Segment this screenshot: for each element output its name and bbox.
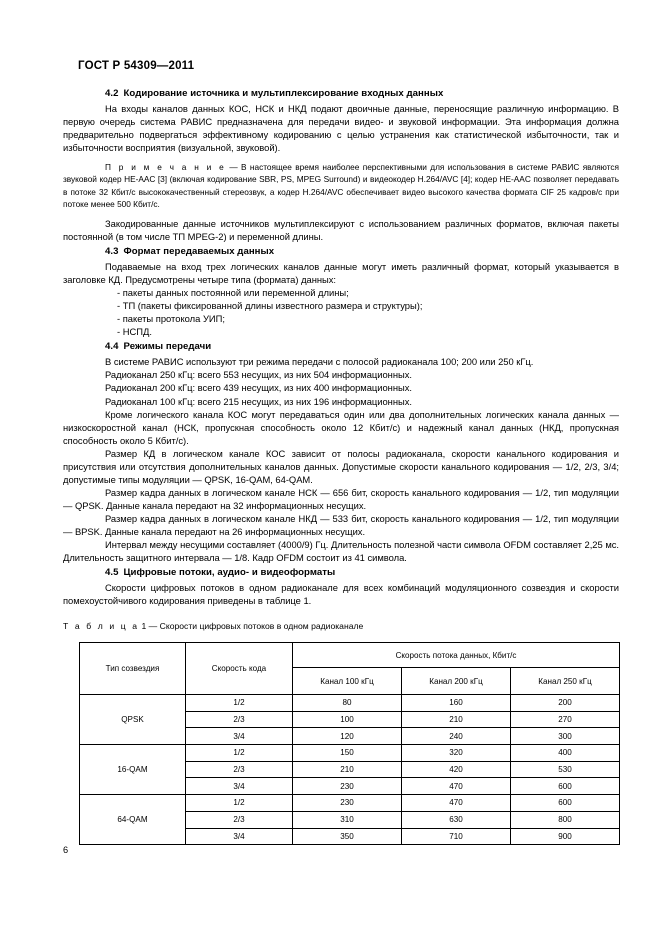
section-number-4-2: 4.2 [105,88,119,99]
cell-ch100: 230 [293,778,402,795]
cell-ch100: 210 [293,761,402,778]
paragraph-4-2-after-note: Закодированные данные источников мультиплексируют с использованием различных форматов, включая пакеты постоянной (в том числе ТП MPEG-2) и переменной длины. [63,218,619,243]
cell-code-rate: 2/3 [186,711,293,728]
cell-code-rate: 2/3 [186,811,293,828]
section-title-4-5: Цифровые потоки, аудио- и видеоформаты [123,567,336,579]
cell-ch200: 320 [402,745,511,762]
cell-code-rate: 3/4 [186,828,293,845]
cell-code-rate: 1/2 [186,695,293,712]
table-row [80,795,620,812]
cell-ch250: 530 [511,761,620,778]
cell-ch100: 230 [293,795,402,812]
cell-ch200: 160 [402,695,511,712]
th-channel-100: Канал 100 кГц [293,668,402,695]
section-heading-4-4 [63,341,619,352]
table-row [80,745,620,762]
section-heading-4-5 [63,567,619,578]
list-item: - ТП (пакеты фиксированной длины известного размера и структуры); [117,300,423,312]
page-number: 6 [63,845,69,855]
cell-code-rate: 3/4 [186,728,293,745]
paragraph-4-4-2: Размер КД в логическом канале КОС зависит от полосы радиоканала, скорости канального кодирования и присутствия или отсутствия дополнительных каналов данных. Допустимые скорости канального кодирования — 1/2, 2/3, 3/4; допустимые типы модуляции — QPSK, 16-QAM, 64-QAM. [63,447,619,485]
section-heading-4-2 [63,88,619,99]
cell-code-rate: 1/2 [186,795,293,812]
paragraph-4-4-intro: В системе РАВИС используют три режима передачи с полосой радиоканала 100; 200 или 250 кГц. [105,356,534,368]
cell-ch250: 270 [511,711,620,728]
section-title-4-2: Кодирование источника и мультиплексирование входных данных [123,88,444,99]
th-channel-250: Канал 250 кГц [511,668,620,695]
table-header [80,643,620,695]
cell-ch100: 350 [293,828,402,845]
cell-ch200: 210 [402,711,511,728]
note-text: — В настоящее время наиболее перспективными для использования в системе РАВИС являются звуковой кодер HE-AAC [3] (включая кодирование SBR, PS, MPEG Surround) и видеокодер H.264/AVC [4]; кодер HE-AAC позволяет передавать в потоке 32 Кбит/с высококачественный стереозвук, а кодер H.264/AVC обеспечивает видео высокого качества формата CIF 25 кадров/с при потоке менее 500 Кбит/с. [63,162,619,209]
cell-ch100: 100 [293,711,402,728]
table-caption-word: Т а б л и ц а [63,621,140,631]
section-title-4-4: Режимы передачи [123,341,212,353]
cell-ch100: 310 [293,811,402,828]
data-format-list [63,286,619,338]
table-caption-text: — Скорости цифровых потоков в одном радиоканале [148,621,364,631]
radiochannel-200-line: Радиоканал 200 кГц: всего 439 несущих, из них 400 информационных. [105,382,412,394]
radiochannel-250-line: Радиоканал 250 кГц: всего 553 несущих, из них 504 информационных. [105,369,412,381]
radiochannel-100-line: Радиоканал 100 кГц: всего 215 несущих, из них 196 информационных. [105,395,412,407]
table-caption-number: 1 [141,621,147,631]
cell-ch250: 400 [511,745,620,762]
cell-ch250: 300 [511,728,620,745]
cell-ch250: 200 [511,695,620,712]
cell-ch200: 630 [402,811,511,828]
paragraph-4-4-4: Размер кадра данных в логическом канале НКД — 533 бит, скорость канального кодирования — 1/2, тип модуляции — BPSK. Данные канала передают на 26 информационных несущих. [63,512,619,537]
list-item: - пакеты протокола УИП; [117,313,226,325]
paragraph-4-4-3: Размер кадра данных в логическом канале НСК — 656 бит, скорость канального кодирования — 1/2, тип модуляции — QPSK. Данные канала передают на 32 информационных несущих. [63,486,619,511]
paragraph-4-2-1: На входы каналов данных КОС, НСК и НКД подают двоичные данные, переносящие различную информацию. В первую очередь система РАВИС предназначена для передачи видео- и звуковой информации. Эта информация должна предварительно подвергаться эффективному кодированию с целью устранения как статистической избыточности, так и избыточности восприятия (визуальной, звуковой). [63,103,619,154]
table-header-row-1 [80,643,620,668]
cell-ch200: 470 [402,795,511,812]
digital-stream-rates-table [79,642,620,845]
th-data-rate-group: Скорость потока данных, Кбит/с [293,643,620,668]
cell-constellation-qpsk: QPSK [80,695,186,745]
paragraph-4-5-1: Скорости цифровых потоков в одном радиоканале для всех комбинаций модуляционного созвездия и скорости помехоустойчивого кодирования приведены в таблице 1. [63,582,619,607]
cell-ch250: 600 [511,795,620,812]
th-channel-200: Канал 200 кГц [402,668,511,695]
cell-code-rate: 2/3 [186,761,293,778]
section-number-4-3: 4.3 [105,246,119,258]
section-heading-4-3 [63,246,619,257]
th-code-rate: Скорость кода [186,643,293,695]
table-row [80,695,620,712]
cell-ch200: 710 [402,828,511,845]
paragraph-4-4-1: Кроме логического канала КОС могут передаваться один или два дополнительных логических канала данных — низкоскоростной канал (НСК, пропускная способность около 12 Кбит/с) и надежный канал данных (НКД, пропускная способность около 5 Кбит/с). [63,408,619,446]
cell-code-rate: 3/4 [186,778,293,795]
section-number-4-4: 4.4 [105,341,119,353]
cell-ch100: 150 [293,745,402,762]
cell-ch200: 240 [402,728,511,745]
cell-ch100: 80 [293,695,402,712]
section-number-4-5: 4.5 [105,567,119,579]
table-body [80,695,620,845]
list-item: - пакеты данных постоянной или переменной длины; [117,287,349,299]
cell-constellation-16qam: 16-QAM [80,745,186,795]
cell-ch100: 120 [293,728,402,745]
th-constellation-type: Тип созвездия [80,643,186,695]
cell-ch250: 600 [511,778,620,795]
paragraph-4-4-5: Интервал между несущими составляет (4000/9) Гц. Длительность полезной части символа OFDM составляет 2,25 мс. Длительность защитного интервала — 1/8. Кадр OFDM состоит из 41 символа. [63,539,619,564]
cell-ch200: 470 [402,778,511,795]
paragraph-4-3-1: Подаваемые на вход трех логических каналов данные могут иметь различный формат, который указывается в заголовке КД. Предусмотрены четыре типа (формата) данных: [63,261,619,286]
document-body [63,88,619,607]
list-item: - НСПД. [117,326,152,338]
section-title-4-3: Формат передаваемых данных [123,246,275,258]
note-label: П р и м е ч а н и е [105,162,226,173]
cell-code-rate: 1/2 [186,745,293,762]
cell-ch250: 800 [511,811,620,828]
table-caption [63,621,363,631]
note-4-2 [63,161,619,210]
document-header: ГОСТ Р 54309—2011 [78,60,195,72]
cell-constellation-64qam: 64-QAM [80,795,186,845]
cell-ch200: 420 [402,761,511,778]
cell-ch250: 900 [511,828,620,845]
